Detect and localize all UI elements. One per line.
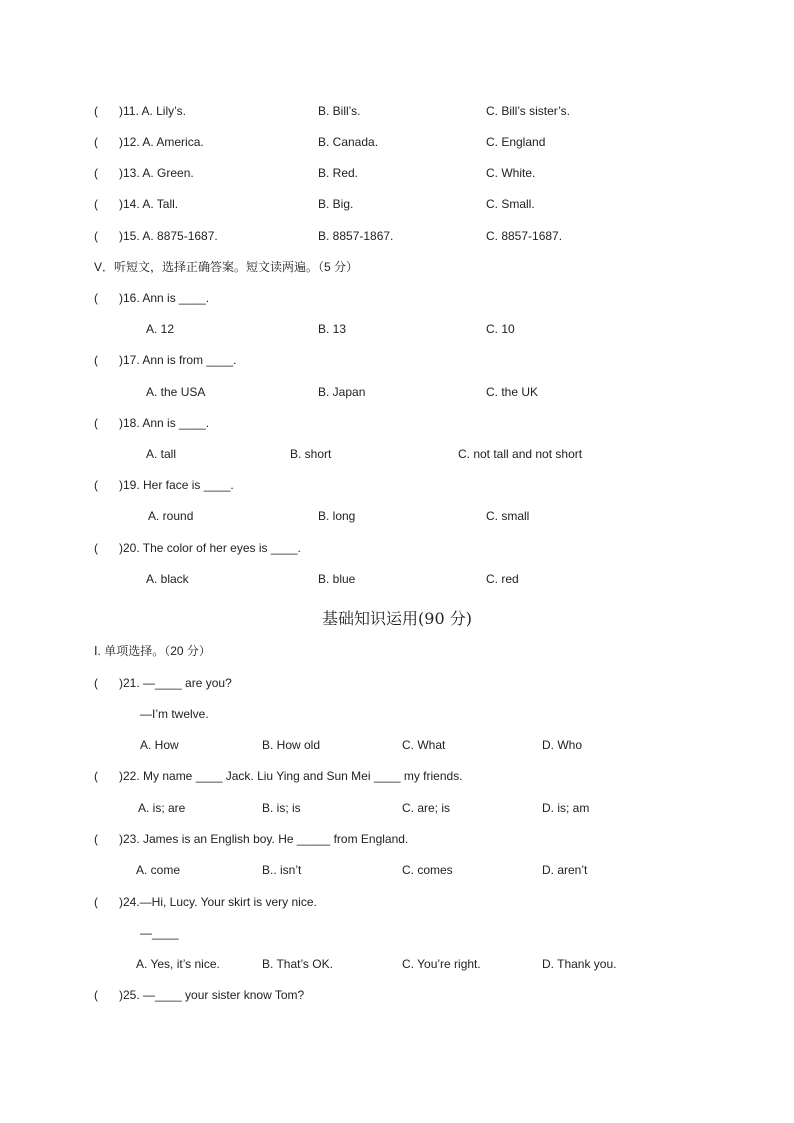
answer-bracket: ( (94, 832, 98, 846)
options-row (0, 384, 794, 400)
answer-bracket: ( (94, 478, 98, 492)
question-text: )20. The color of her eyes is ____. (119, 541, 301, 555)
option-a: A. is; are (138, 801, 186, 815)
option-a: A. the USA (146, 385, 206, 399)
option-c: C. Bill’s sister’s. (486, 104, 571, 118)
option-b: B. That’s OK. (262, 957, 333, 971)
options-row (0, 956, 794, 972)
option-a: A. How (140, 738, 179, 752)
question-row (0, 134, 794, 150)
option-d: D. Thank you. (542, 957, 617, 971)
question-text: )22. My name ____ Jack. Liu Ying and Sun Mei ____ my friends. (119, 769, 463, 783)
option-c: C. White. (486, 166, 536, 180)
option-c: C. 8857-1687. (486, 229, 563, 243)
answer-bracket: ( (94, 291, 98, 305)
option-b: B. Japan (318, 385, 366, 399)
question-row (0, 540, 794, 556)
option-b: B. Red. (318, 166, 359, 180)
answer-bracket: ( (94, 353, 98, 367)
option-a: A. 12 (146, 322, 175, 336)
option-b: B. Canada. (318, 135, 379, 149)
options-row (0, 508, 794, 524)
question-row (0, 894, 794, 910)
section-heading-text: V．听短文，选择正确答案。短文读两遍。（5 分） (94, 260, 359, 274)
question-row (0, 415, 794, 431)
answer-bracket: ( (94, 197, 98, 211)
option-b: B. blue (318, 572, 356, 586)
option-b: B. is; is (262, 801, 301, 815)
option-d: D. aren’t (542, 863, 588, 877)
option-a: A. Yes, it’s nice. (136, 957, 220, 971)
question-text: )19. Her face is ____. (119, 478, 234, 492)
option-b: B. How old (262, 738, 321, 752)
options-row (0, 862, 794, 878)
answer-bracket: ( (94, 895, 98, 909)
question-row (0, 768, 794, 784)
question-text: )12. A. America. (119, 135, 204, 149)
option-c: C. 10 (486, 322, 515, 336)
section-heading (0, 643, 794, 659)
options-row (0, 800, 794, 816)
option-c: C. Small. (486, 197, 535, 211)
option-b: B. 13 (318, 322, 347, 336)
question-row (0, 290, 794, 306)
answer-bracket: ( (94, 676, 98, 690)
option-a: A. tall (146, 447, 177, 461)
answer-bracket: ( (94, 166, 98, 180)
option-c: C. red (486, 572, 519, 586)
option-c: C. England (486, 135, 546, 149)
question-row (0, 165, 794, 181)
option-c: C. are; is (402, 801, 451, 815)
question-text: )13. A. Green. (119, 166, 194, 180)
question-text: )17. Ann is from ____. (119, 353, 237, 367)
reply-line (0, 706, 794, 722)
part-title: 基础知识运用(90 分) (322, 609, 472, 628)
option-b: B. Big. (318, 197, 354, 211)
section-heading-text: Ⅰ. 单项选择。（20 分） (94, 644, 211, 658)
section-heading (0, 259, 794, 275)
options-row (0, 321, 794, 337)
answer-bracket: ( (94, 988, 98, 1002)
question-text: )16. Ann is ____. (119, 291, 210, 305)
question-row (0, 477, 794, 493)
question-text: )15. A. 8875-1687. (119, 229, 218, 243)
reply-line (0, 925, 794, 941)
option-b: B. Bill’s. (318, 104, 361, 118)
question-text: )21. —____ are you? (119, 676, 232, 690)
option-c: C. What (402, 738, 446, 752)
question-text: )18. Ann is ____. (119, 416, 210, 430)
answer-bracket: ( (94, 416, 98, 430)
option-b: B.. isn’t (262, 863, 302, 877)
option-d: D. Who (542, 738, 583, 752)
question-row (0, 352, 794, 368)
answer-bracket: ( (94, 135, 98, 149)
question-row (0, 675, 794, 691)
options-row (0, 737, 794, 753)
reply-text: —____ (140, 926, 179, 940)
answer-bracket: ( (94, 229, 98, 243)
option-c: C. You’re right. (402, 957, 481, 971)
option-b: B. 8857-1867. (318, 229, 394, 243)
question-row (0, 196, 794, 212)
option-c: C. not tall and not short (458, 447, 583, 461)
option-c: C. comes (402, 863, 453, 877)
option-a: A. come (136, 863, 181, 877)
question-row (0, 987, 794, 1003)
option-a: A. black (146, 572, 189, 586)
option-c: C. the UK (486, 385, 539, 399)
options-row (0, 446, 794, 462)
question-row (0, 103, 794, 119)
option-a: A. round (148, 509, 194, 523)
question-text: )14. A. Tall. (119, 197, 179, 211)
reply-text: —I’m twelve. (140, 707, 209, 721)
question-text: )25. —____ your sister know Tom? (119, 988, 305, 1002)
question-text: )23. James is an English boy. He _____ from England. (119, 832, 409, 846)
option-d: D. is; am (542, 801, 590, 815)
option-b: B. short (290, 447, 332, 461)
options-row (0, 571, 794, 587)
option-b: B. long (318, 509, 356, 523)
question-row (0, 831, 794, 847)
question-row (0, 228, 794, 244)
question-text: )24.—Hi, Lucy. Your skirt is very nice. (119, 895, 317, 909)
answer-bracket: ( (94, 541, 98, 555)
answer-bracket: ( (94, 104, 98, 118)
question-text: )11. A. Lily’s. (119, 104, 186, 118)
answer-bracket: ( (94, 769, 98, 783)
option-c: C. small (486, 509, 530, 523)
